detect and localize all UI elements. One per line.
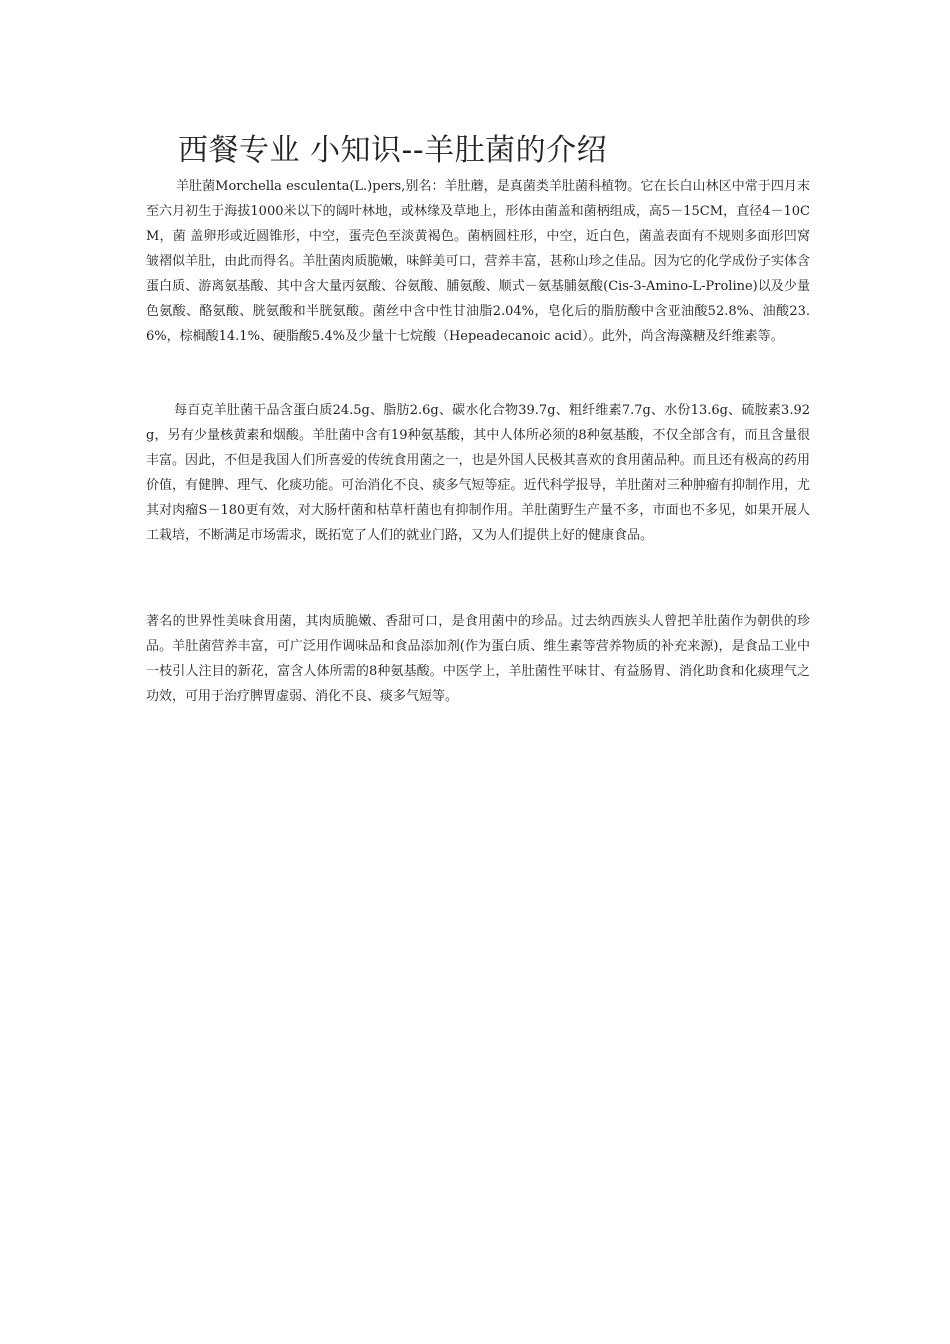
paragraph-culinary-medicinal: 著名的世界性美味食用菌，其肉质脆嫩、香甜可口，是食用菌中的珍品。过去纳西族头人曾把羊肚菌作为朝供的珍品。羊肚菌营养丰富，可广泛用作调味品和食品添加剂(作为蛋白质、维生素等营养物质的补充来源)，是食品工业中一枝引人注目的新花，富含人体所需的8种氨基酸。中医学上，羊肚菌性平味甘、有益肠胃、消化助食和化痰理气之功效，可用于治疗脾胃虚弱、消化不良、痰多气短等。: [146, 614, 810, 704]
document-title: 西餐专业 小知识--羊肚菌的介绍: [178, 133, 608, 168]
paragraph-nutrition: 每百克羊肚菌干品含蛋白质24.5g、脂肪2.6g、碳水化合物39.7g、粗纤维素7.7g、水份13.6g、硫胺素3.92g，另有少量核黄素和烟酸。羊肚菌中含有19种氨基酸，其中人体所必须的8种氨基酸，不仅全部含有，而且含量很丰富。因此，不但是我国人们所喜爱的传统食用菌之一，也是外国人民极其喜欢的食用菌品种。而且还有极高的药用价值，有健脾、理气、化痰功能。可治消化不良、痰多气短等症。近代科学报导，羊肚菌对三种肿瘤有抑制作用，尤其对肉瘤S－180更有效，对大肠杆菌和枯草杆菌也有抑制作用。羊肚菌野生产量不多，市面也不多见，如果开展人工栽培，不断满足市场需求，既拓宽了人们的就业门路，又为人们提供上好的健康食品。: [146, 403, 810, 543]
paragraph-morel-description: 羊肚菌Morchella esculenta(L.)pers,别名：羊肚蘑，是真菌类羊肚菌科植物。它在长白山林区中常于四月末至六月初生于海拔1000米以下的阔叶林地，或林缘及草地上，形体由菌盖和菌柄组成，高5－15CM，直径4－10CM，菌 盖卵形或近圆锥形，中空，蛋壳色至淡黄褐色。菌柄圆柱形，中空，近白色，菌盖表面有不规则多面形凹窝皱褶似羊肚，由此而得名。羊肚菌肉质脆嫩，味鲜美可口，营养丰富，甚称山珍之佳品。因为它的化学成份子实体含蛋白质、游离氨基酸、其中含大量丙氨酸、谷氨酸、脯氨酸、顺式－氨基脯氨酸(Cis-3-Amino-L-Proline)以及少量色氨酸、酪氨酸、胱氨酸和半胱氨酸。菌丝中含中性甘油脂2.04%，皂化后的脂肪酸中含亚油酸52.8%、油酸23.6%，棕榈酸14.1%、硬脂酸5.4%及少量十七烷酸（Hepeadecanoic acid）。此外，尚含海藻糖及纤维素等。: [146, 179, 810, 344]
